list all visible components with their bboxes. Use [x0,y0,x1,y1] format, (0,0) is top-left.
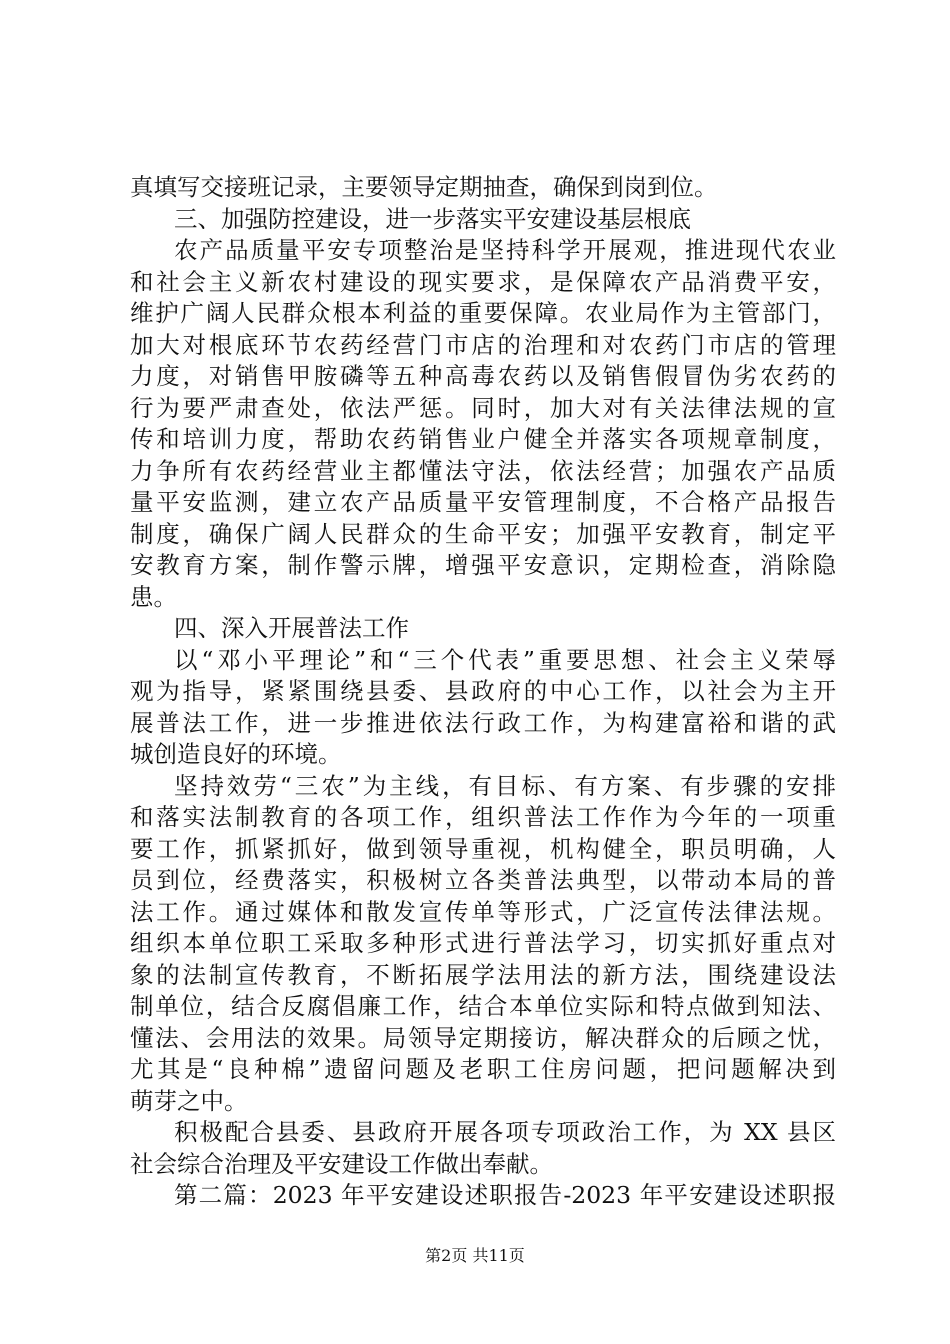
text-line: 坚持效劳“三农”为主线，有目标、有方案、有步骤的安排 [174,771,836,800]
text-line: 加大对根底环节农药经营门市店的治理和对农药门市店的管理 [130,330,836,359]
page-number-footer: 第2页 共11页 [425,1246,525,1265]
text-line: 行为要严肃查处，依法严惩。同时，加大对有关法律法规的宣 [130,393,836,422]
text-line: 力度，对销售甲胺磷等五种高毒农药以及销售假冒伪劣农药的 [130,362,836,390]
text-line: 以“邓小平理论”和“三个代表”重要思想、社会主义荣辱 [174,645,836,674]
text-line: 积极配合县委、县政府开展各项专项政治工作，为 XX 县区 [174,1118,836,1146]
section-heading: 四、深入开展普法工作 [174,614,409,642]
text-line: 和社会主义新农村建设的现实要求，是保障农产品消费平安， [130,267,836,296]
text-line: 法工作。通过媒体和散发宣传单等形式，广泛宣传法律法规。 [130,897,836,926]
text-line: 组织本单位职工采取多种形式进行普法学习，切实抓好重点对 [130,929,836,957]
text-line: 制单位，结合反腐倡廉工作，结合本单位实际和特点做到知法、 [130,992,836,1020]
text-line: 第二篇：2023 年平安建设述职报告-2023 年平安建设述职报 [174,1181,836,1209]
text-line: 萌芽之中。 [130,1086,248,1115]
text-line: 城创造良好的环境。 [130,740,342,768]
text-line: 安教育方案，制作警示牌，增强平安意识，定期检查，消除隐 [130,551,836,579]
section-heading: 三、加强防控建设，进一步落实平安建设基层根底 [174,204,691,233]
text-line: 懂法、会用法的效果。局领导定期接访，解决群众的后顾之忧， [130,1023,836,1052]
text-line: 观为指导，紧紧围绕县委、县政府的中心工作，以社会为主开 [130,677,836,705]
text-line: 象的法制宣传教育，不断拓展学法用法的新方法，围绕建设法 [130,960,836,989]
text-line: 维护广阔人民群众根本利益的重要保障。农业局作为主管部门， [130,299,836,327]
text-line: 员到位，经费落实，积极树立各类普法典型，以带动本局的普 [130,866,836,894]
text-line: 量平安监测，建立农产品质量平安管理制度，不合格产品报告 [130,488,836,516]
text-line: 尤其是“良种棉”遗留问题及老职工住房问题，把问题解决到 [130,1055,836,1083]
text-line: 患。 [130,582,177,611]
text-line: 展普法工作，进一步推进依法行政工作，为构建富裕和谐的武 [130,708,836,737]
text-line: 传和培训力度，帮助农药销售业户健全并落实各项规章制度， [130,425,836,453]
document-body [130,172,836,1212]
text-line: 和落实法制教育的各项工作，组织普法工作作为今年的一项重 [130,803,836,831]
text-line: 社会综合治理及平安建设工作做出奉献。 [130,1149,553,1178]
text-line: 真填写交接班记录，主要领导定期抽查，确保到岗到位。 [130,173,718,201]
text-line: 农产品质量平安专项整治是坚持科学开展观，推进现代农业 [174,236,836,264]
text-line: 力争所有农药经营业主都懂法守法，依法经营；加强农产品质 [130,456,836,485]
text-line: 制度，确保广阔人民群众的生命平安；加强平安教育，制定平 [130,519,836,548]
text-line: 要工作，抓紧抓好，做到领导重视，机构健全，职员明确，人 [130,834,836,863]
